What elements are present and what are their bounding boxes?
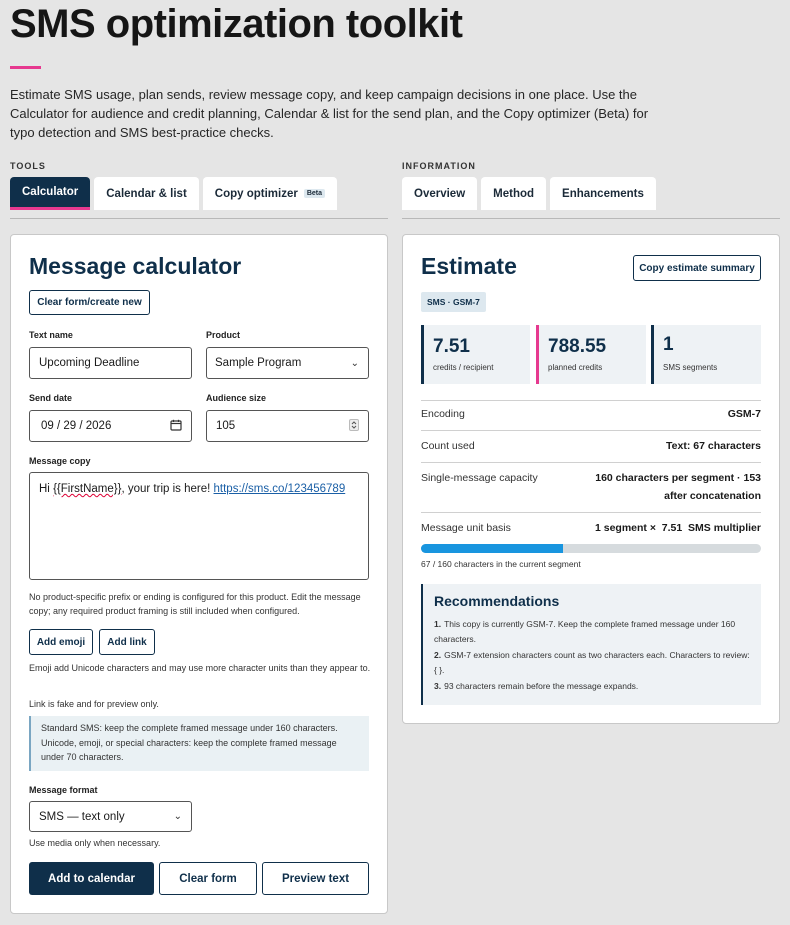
stat-caption: credits / recipient — [433, 363, 494, 372]
copy-estimate-summary-button[interactable]: Copy estimate summary — [633, 255, 761, 281]
list-item — [434, 617, 754, 646]
beta-badge: Beta — [304, 189, 325, 198]
audience-size-value: 105 — [216, 420, 236, 432]
segment-progress-fill — [421, 544, 563, 553]
tools-label: TOOLS — [10, 161, 46, 171]
message-format-select[interactable] — [29, 801, 192, 832]
send-date-input[interactable] — [29, 410, 192, 442]
emoji-note: Emoji add Unicode characters and may use more character units than they appear to. — [29, 663, 371, 673]
list-item-number: 2. — [434, 650, 442, 660]
list-item — [434, 648, 754, 677]
tab-copy-optimizer-label: Copy optimizer — [214, 187, 298, 200]
list-item-text: This copy is currently GSM-7. Keep the complete framed message under 160 characters. — [434, 619, 736, 644]
encoding-label: Encoding — [421, 408, 465, 420]
encoding-badge: SMS · GSM-7 — [421, 292, 486, 312]
text-name-label: Text name — [29, 330, 73, 340]
calculator-title: Message calculator — [29, 253, 242, 279]
estimate-title: Estimate — [421, 253, 517, 279]
audience-size-label: Audience size — [206, 393, 267, 403]
tools-tabs — [10, 177, 337, 210]
tab-method-label: Method — [493, 187, 535, 200]
unit-basis-value: 1 segment × 7.51 SMS multiplier — [594, 522, 761, 534]
stat-value: 1 — [663, 334, 674, 355]
page-title: SMS optimization toolkit — [10, 2, 463, 46]
stat-value: 788.55 — [548, 336, 607, 357]
tab-method[interactable] — [481, 177, 546, 210]
message-token: {{FirstName}} — [53, 483, 122, 495]
text-name-value: Upcoming Deadline — [39, 357, 140, 369]
chevron-down-icon: ⌄ — [173, 811, 182, 822]
stat-caption: SMS segments — [663, 363, 718, 372]
tab-enhancements-label: Enhancements — [562, 187, 644, 200]
recommendations-list — [434, 617, 754, 696]
divider — [421, 462, 761, 463]
page-intro: Estimate SMS usage, plan sends, review message copy, and keep campaign decisions in one place. Use the Calculator for audience and credit planning, Calendar & list for the send plan, and the Copy optimizer (Beta) for typo detection and SMS best-practice checks. — [10, 87, 649, 140]
recommendations-title: Recommendations — [434, 593, 560, 609]
product-label: Product — [206, 330, 241, 340]
message-format-value: SMS — text only — [39, 810, 125, 823]
format-note: Use media only when necessary. — [29, 838, 161, 848]
divider — [421, 430, 761, 431]
stat-caption: planned credits — [548, 363, 603, 372]
preview-text-button[interactable]: Preview text — [262, 862, 369, 895]
list-item — [434, 679, 754, 694]
stat-sms-segments — [651, 325, 761, 384]
add-to-calendar-button[interactable]: Add to calendar — [29, 862, 154, 895]
product-note: No product-specific prefix or ending is configured for this product. Edit the message copy; any required product framing is still included when configured. — [29, 592, 361, 616]
number-stepper-icon[interactable] — [349, 419, 359, 434]
clear-create-button[interactable]: Clear form/create new — [29, 290, 150, 315]
message-prefix: Hi — [39, 483, 54, 495]
divider — [421, 512, 761, 513]
count-used-label: Count used — [421, 440, 475, 452]
stat-credits-per-recipient — [421, 325, 530, 384]
stat-value: 7.51 — [433, 336, 470, 357]
information-tabs — [402, 177, 656, 210]
tab-copy-optimizer[interactable] — [203, 177, 337, 210]
product-value: Sample Program — [215, 357, 302, 369]
tab-calculator[interactable] — [10, 177, 90, 210]
capacity-label: Single-message capacity — [421, 472, 538, 484]
message-copy-textarea[interactable] — [29, 472, 369, 580]
tab-overview[interactable] — [402, 177, 477, 210]
tab-enhancements[interactable] — [550, 177, 656, 210]
send-date-label: Send date — [29, 393, 73, 403]
list-item-number: 3. — [434, 681, 442, 691]
audience-size-input[interactable] — [206, 410, 369, 442]
list-item-text: GSM-7 extension characters count as two characters each. Characters to review: { }. — [434, 650, 750, 675]
unit-basis-label: Message unit basis — [421, 522, 511, 534]
list-item-number: 1. — [434, 619, 442, 629]
information-label: INFORMATION — [402, 161, 476, 171]
tab-overview-label: Overview — [414, 187, 466, 200]
tab-calculator-label: Calculator — [22, 186, 79, 198]
message-copy-label: Message copy — [29, 456, 91, 466]
link-note: Link is fake and for preview only. — [29, 699, 159, 709]
product-select[interactable] — [206, 347, 369, 379]
divider — [421, 400, 761, 401]
information-tab-divider — [402, 218, 780, 219]
calendar-icon[interactable] — [170, 419, 182, 434]
title-accent-bar — [10, 66, 41, 69]
clear-form-button[interactable]: Clear form — [159, 862, 257, 895]
message-link[interactable]: https://sms.co/123456789 — [213, 483, 346, 495]
count-used-value: Text: 67 characters — [666, 440, 761, 452]
segment-progress-bar — [421, 544, 761, 553]
encoding-value: GSM-7 — [727, 408, 761, 420]
list-item-text: 93 characters remain before the message expands. — [444, 681, 639, 691]
capacity-value: 160 characters per segment · 153 after concatenation — [595, 472, 761, 502]
message-body: , your trip is here! — [121, 483, 214, 495]
tab-calendar-list-label: Calendar & list — [106, 187, 187, 200]
add-link-button[interactable]: Add link — [99, 629, 155, 655]
sms-limits-info-box: Standard SMS: keep the complete framed message under 160 characters. Unicode, emoji, or special characters: keep the complete framed message under 70 characters. — [29, 716, 369, 771]
tools-tab-divider — [10, 218, 388, 219]
message-format-label: Message format — [29, 785, 98, 795]
stat-planned-credits — [536, 325, 646, 384]
tab-calendar-list[interactable] — [94, 177, 199, 210]
add-emoji-button[interactable]: Add emoji — [29, 629, 93, 655]
send-date-value: 09 / 29 / 2026 — [41, 420, 112, 432]
chevron-down-icon: ⌄ — [350, 357, 359, 369]
text-name-input[interactable] — [29, 347, 192, 379]
recommendations-box — [421, 584, 761, 705]
progress-caption: 67 / 160 characters in the current segment — [421, 559, 581, 569]
